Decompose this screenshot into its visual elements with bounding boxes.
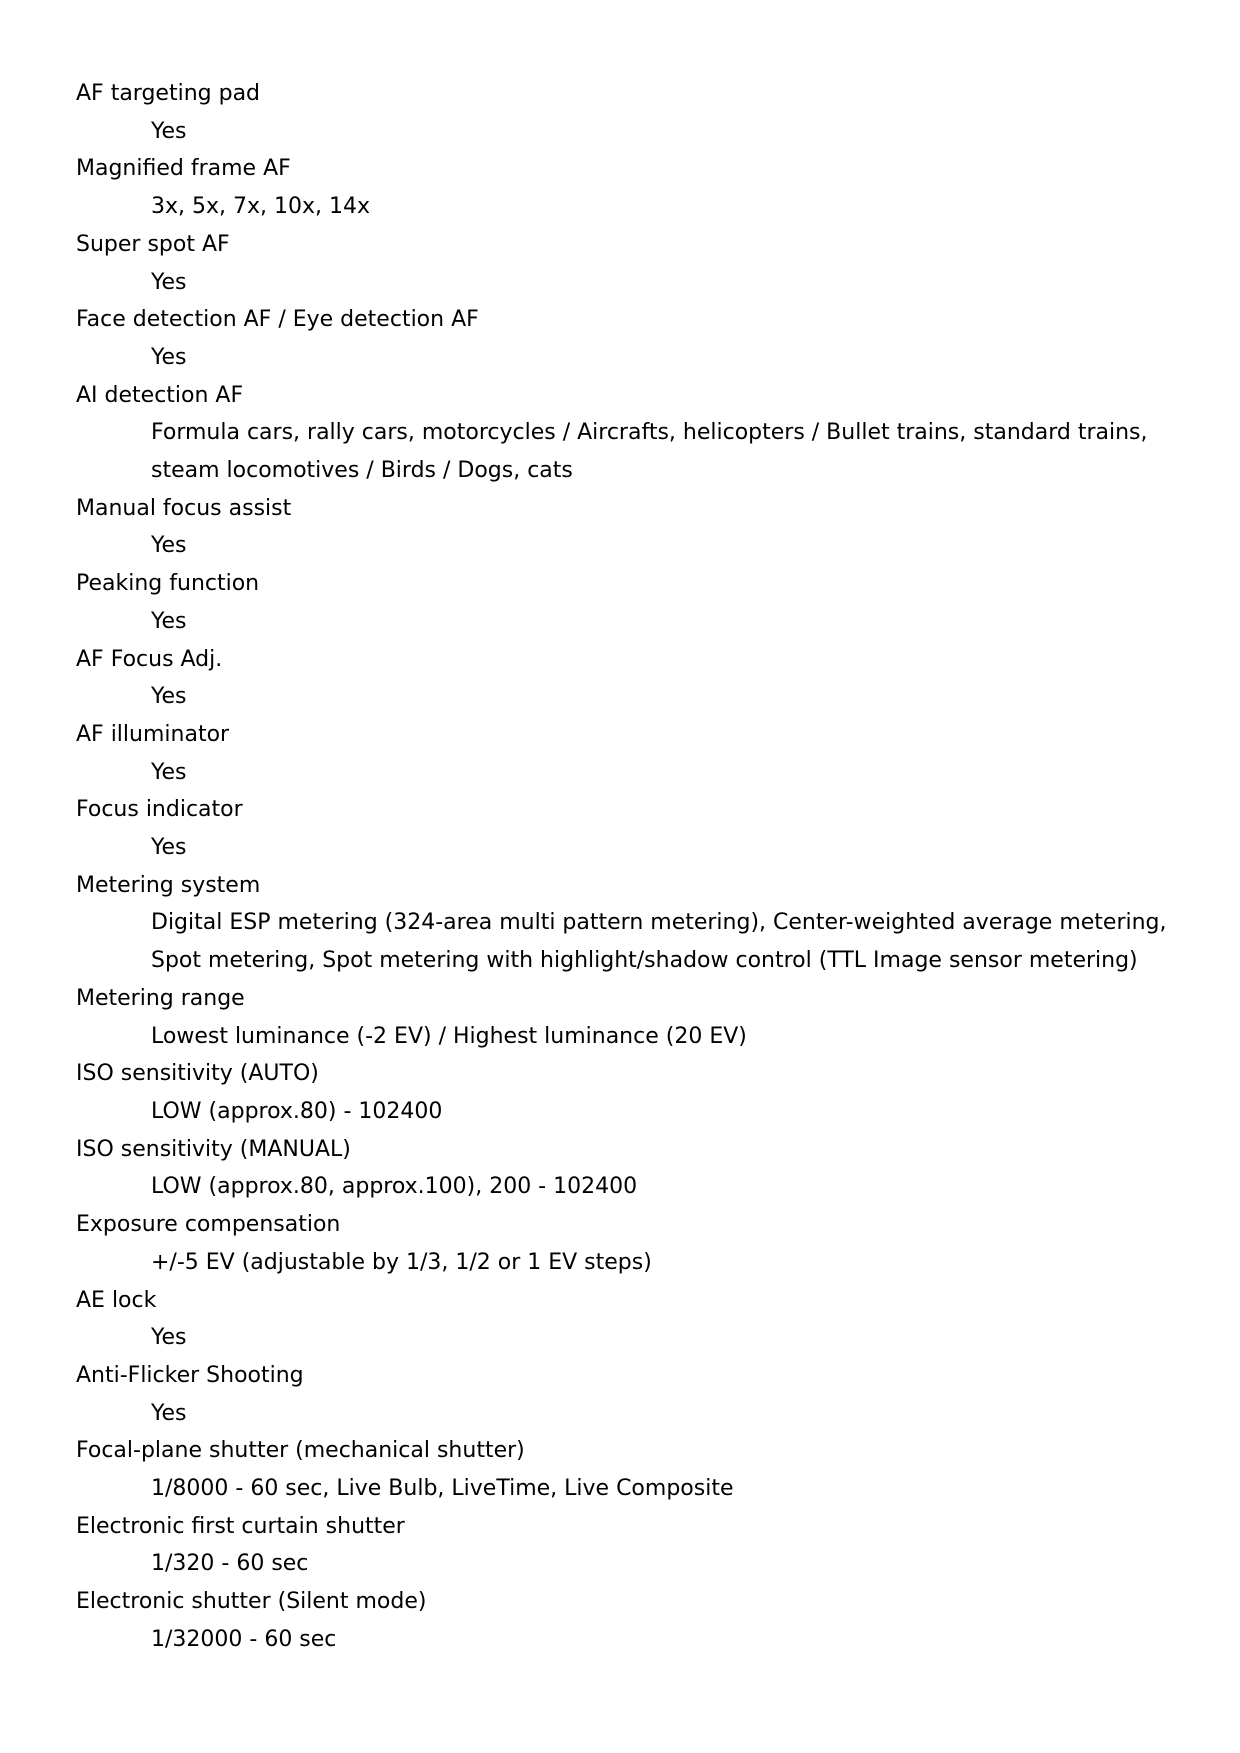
spec-value: Digital ESP metering (324-area multi pattern metering), Center-weighted average metering, Spot metering, Spot metering with highlight/shadow control (TTL Image sensor metering) (151, 910, 1167, 974)
spec-list (76, 75, 1176, 1659)
spec-value: LOW (approx.80, approx.100), 200 - 102400 (151, 1174, 638, 1200)
spec-value: Yes (151, 1400, 187, 1426)
spec-value: Yes (151, 684, 187, 710)
spec-value: Yes (151, 118, 187, 144)
spec-term: Electronic shutter (Silent mode) (76, 1589, 427, 1615)
spec-value: 1/8000 - 60 sec, Live Bulb, LiveTime, Live Composite (151, 1476, 734, 1502)
spec-term: AF Focus Adj. (76, 646, 223, 672)
spec-term: AF targeting pad (76, 81, 261, 106)
spec-term: AF illuminator (76, 721, 230, 747)
spec-term: Electronic first curtain shutter (76, 1513, 405, 1539)
spec-value: 3x, 5x, 7x, 10x, 14x (151, 194, 371, 220)
spec-term: Focal-plane shutter (mechanical shutter) (76, 1438, 525, 1464)
spec-value: Yes (151, 344, 187, 370)
spec-term: ISO sensitivity (MANUAL) (76, 1136, 351, 1162)
spec-term: Magnified frame AF (76, 156, 291, 182)
spec-term: AI detection AF (76, 382, 244, 408)
spec-value: Lowest luminance (-2 EV) / Highest luminance (20 EV) (151, 1023, 747, 1049)
spec-value: Formula cars, rally cars, motorcycles / Aircrafts, helicopters / Bullet trains, standard trains, steam locomotives / Birds / Dogs, cats (151, 420, 1148, 484)
spec-term: Metering system (76, 872, 261, 898)
spec-term: Exposure compensation (76, 1212, 341, 1238)
spec-term: Focus indicator (76, 797, 243, 823)
spec-term: ISO sensitivity (AUTO) (76, 1061, 319, 1087)
spec-value: Yes (151, 759, 187, 785)
spec-term: Peaking function (76, 571, 260, 597)
spec-value: Yes (151, 608, 187, 634)
spec-value: Yes (151, 1325, 187, 1351)
spec-term: Face detection AF / Eye detection AF (76, 307, 479, 333)
spec-value: 1/32000 - 60 sec (151, 1626, 337, 1652)
spec-value: +/-5 EV (adjustable by 1/3, 1/2 or 1 EV steps) (151, 1249, 652, 1275)
spec-term: AE lock (76, 1287, 157, 1313)
spec-value: 1/320 - 60 sec (151, 1551, 309, 1577)
spec-term: Metering range (76, 985, 245, 1011)
spec-value: Yes (151, 269, 187, 295)
spec-value: LOW (approx.80) - 102400 (151, 1098, 443, 1124)
spec-term: Anti-Flicker Shooting (76, 1362, 304, 1388)
spec-term: Super spot AF (76, 231, 230, 257)
spec-term: Manual focus assist (76, 495, 292, 521)
spec-value: Yes (151, 533, 187, 559)
spec-value: Yes (151, 835, 187, 861)
